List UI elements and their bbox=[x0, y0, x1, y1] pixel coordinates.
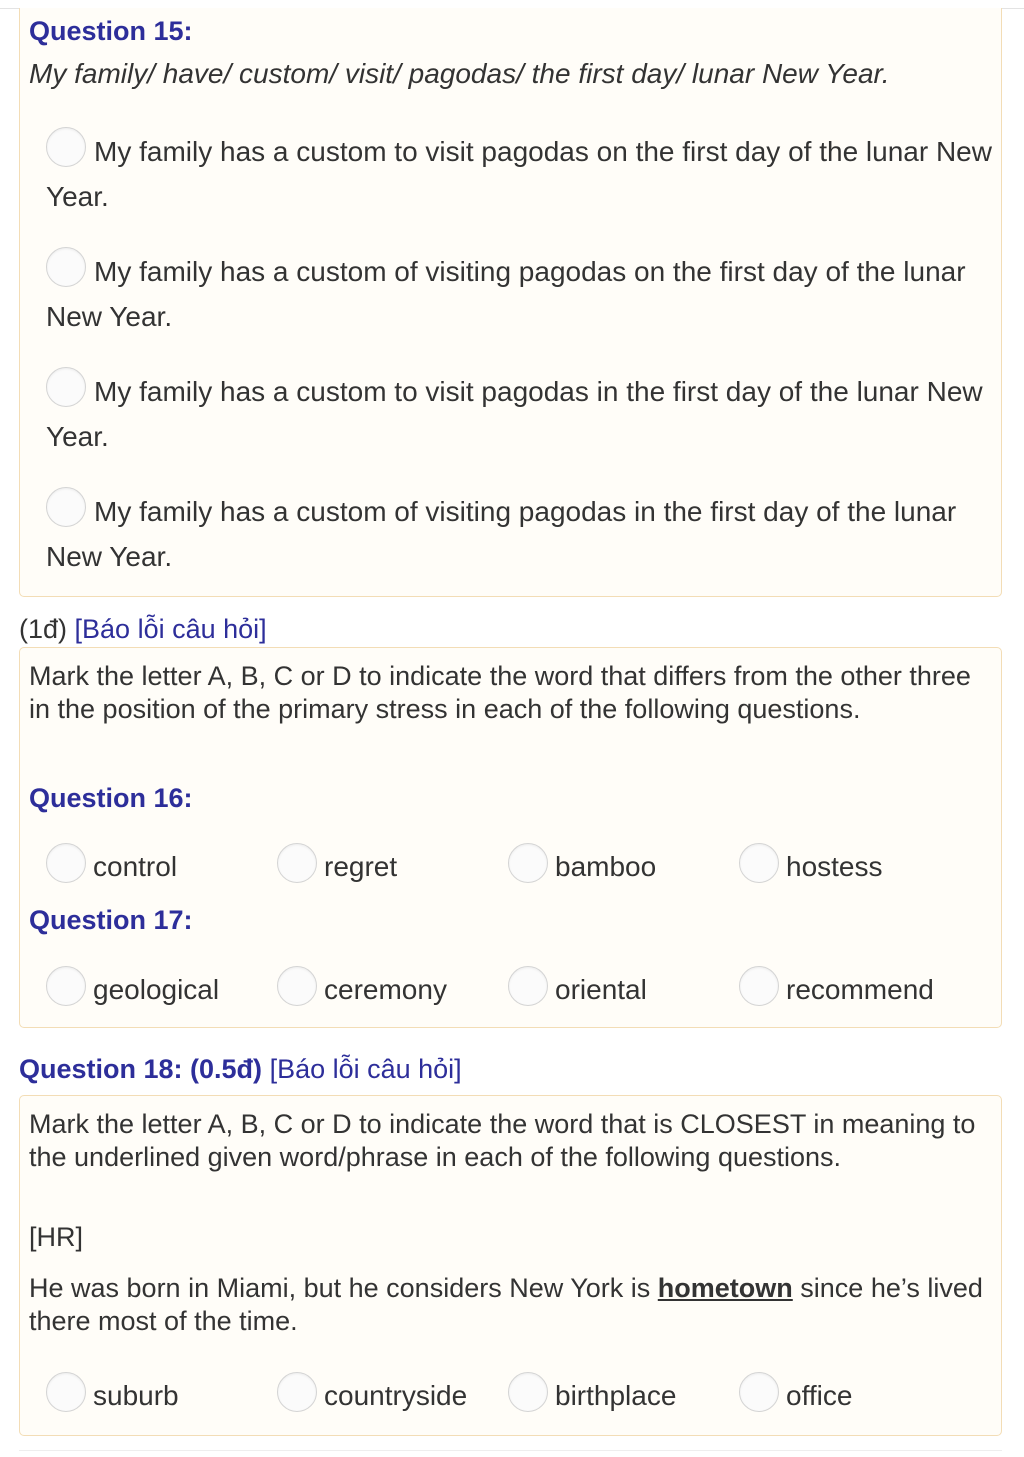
radio-button[interactable] bbox=[46, 127, 86, 167]
question-18-option-b[interactable] bbox=[277, 1372, 467, 1417]
question-15-option-b[interactable] bbox=[46, 247, 996, 339]
option-label: regret bbox=[324, 851, 398, 882]
question-16-option-a[interactable] bbox=[46, 843, 177, 888]
radio-button[interactable] bbox=[739, 843, 779, 883]
question-17-title: Question 17: bbox=[29, 905, 193, 935]
question-18-option-d[interactable] bbox=[739, 1372, 852, 1417]
report-question-link[interactable]: [Báo lỗi câu hỏi] bbox=[269, 1054, 462, 1084]
question-16-title: Question 16: bbox=[29, 783, 193, 813]
radio-button[interactable] bbox=[277, 843, 317, 883]
question-18-tag: [HR] bbox=[29, 1222, 83, 1252]
question-18-title: Question 18: (0.5đ) bbox=[19, 1054, 263, 1084]
radio-button[interactable] bbox=[508, 1372, 548, 1412]
question-15-title: Question 15: bbox=[29, 16, 193, 46]
option-label: geological bbox=[93, 974, 220, 1005]
radio-button[interactable] bbox=[46, 367, 86, 407]
radio-button[interactable] bbox=[739, 1372, 779, 1412]
option-label: suburb bbox=[93, 1380, 179, 1411]
question-15-option-c[interactable] bbox=[46, 367, 996, 459]
question-17-option-b[interactable] bbox=[277, 966, 447, 1011]
radio-button[interactable] bbox=[46, 1372, 86, 1412]
radio-button[interactable] bbox=[46, 247, 86, 287]
stress-instruction: Mark the letter A, B, C or D to indicate the word that differs from the other three in the position of the primary stress in each of the following questions. bbox=[29, 661, 971, 724]
option-label: birthplace bbox=[555, 1380, 677, 1411]
points-label: (1đ) bbox=[19, 614, 68, 644]
question-18-option-c[interactable] bbox=[508, 1372, 676, 1417]
radio-button[interactable] bbox=[46, 843, 86, 883]
question-16-option-b[interactable] bbox=[277, 843, 397, 888]
option-label: oriental bbox=[555, 974, 647, 1005]
radio-button[interactable] bbox=[277, 966, 317, 1006]
option-label: office bbox=[786, 1380, 853, 1411]
radio-button[interactable] bbox=[739, 966, 779, 1006]
option-label: recommend bbox=[786, 974, 934, 1005]
question-17-option-a[interactable] bbox=[46, 966, 219, 1011]
sentence-part: He was born in Miami, but he considers New York is bbox=[29, 1273, 658, 1303]
section-points-line bbox=[19, 614, 267, 645]
option-label: My family has a custom of visiting pagodas in the first day of the lunar New Year. bbox=[46, 496, 957, 572]
option-label: countryside bbox=[324, 1380, 468, 1411]
option-label: hostess bbox=[786, 851, 883, 882]
question-18-header bbox=[19, 1054, 462, 1085]
radio-button[interactable] bbox=[508, 843, 548, 883]
radio-button[interactable] bbox=[508, 966, 548, 1006]
underlined-word: hometown bbox=[657, 1273, 793, 1303]
option-label: ceremony bbox=[324, 974, 447, 1005]
bottom-divider bbox=[19, 1450, 1002, 1451]
radio-button[interactable] bbox=[277, 1372, 317, 1412]
question-18-option-a[interactable] bbox=[46, 1372, 179, 1417]
question-15-option-a[interactable] bbox=[46, 127, 996, 219]
report-question-link[interactable]: [Báo lỗi câu hỏi] bbox=[74, 614, 267, 644]
question-17-option-c[interactable] bbox=[508, 966, 647, 1011]
question-17-option-d[interactable] bbox=[739, 966, 934, 1011]
question-18-sentence bbox=[29, 1272, 997, 1338]
question-15-option-d[interactable] bbox=[46, 487, 996, 579]
sentence-part: since he’s lived there most of the time. bbox=[29, 1273, 983, 1336]
option-label: My family has a custom of visiting pagodas on the first day of the lunar New Year. bbox=[46, 256, 966, 332]
question-16-option-c[interactable] bbox=[508, 843, 656, 888]
option-label: control bbox=[93, 851, 178, 882]
question-16-option-d[interactable] bbox=[739, 843, 883, 888]
option-label: My family has a custom to visit pagodas on the first day of the lunar New Year. bbox=[46, 136, 992, 212]
option-label: My family has a custom to visit pagodas in the first day of the lunar New Year. bbox=[46, 376, 983, 452]
option-label: bamboo bbox=[555, 851, 657, 882]
radio-button[interactable] bbox=[46, 487, 86, 527]
radio-button[interactable] bbox=[46, 966, 86, 1006]
question-18-instruction: Mark the letter A, B, C or D to indicate the word that is CLOSEST in meaning to the underlined given word/phrase in each of the following questions. bbox=[29, 1109, 976, 1172]
question-15-prompt: My family/ have/ custom/ visit/ pagodas/ the first day/ lunar New Year. bbox=[29, 58, 890, 89]
